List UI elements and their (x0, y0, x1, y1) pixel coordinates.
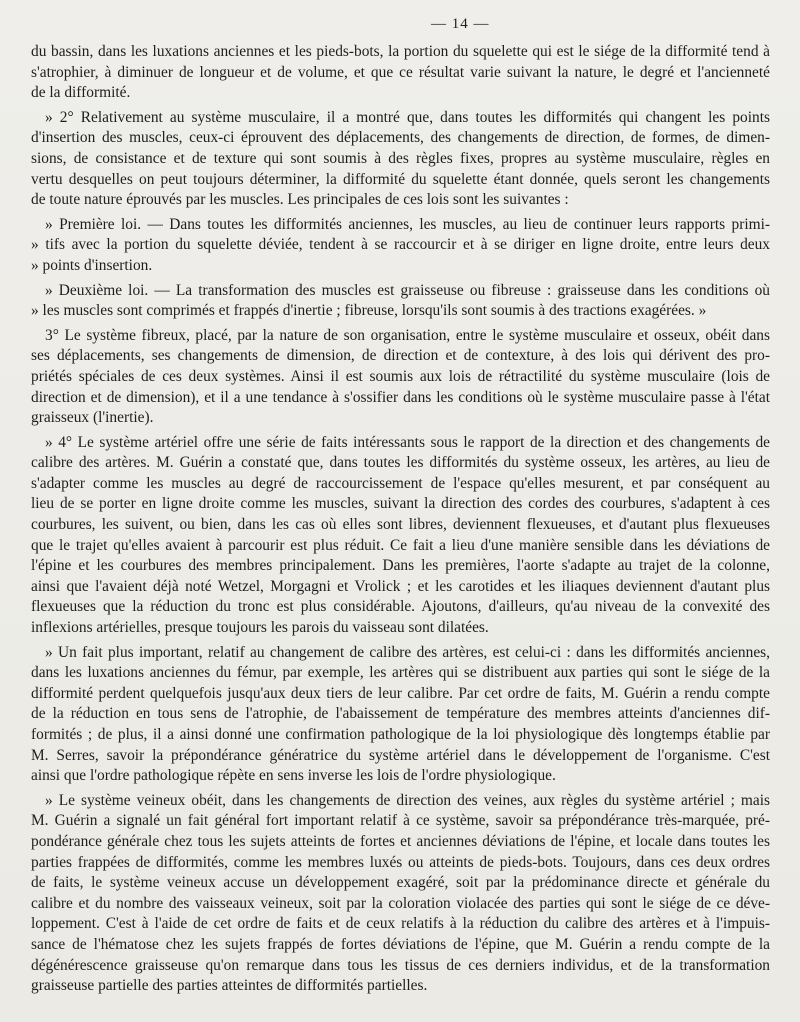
text-line: du bassin, dans les luxations anciennes et les pieds-bots, la portion du squelette qui est le siége de la difformité tend à (31, 43, 770, 60)
paragraph (31, 215, 770, 277)
text-line: de toute nature éprouvés par les muscles. Les principales de ces lois sont les suivantes : (31, 191, 569, 209)
paragraph (31, 643, 770, 787)
paragraph (31, 42, 770, 104)
text-line: graisseuse partielle des parties atteintes de difformités partielles. (31, 977, 428, 995)
text-line: de faits, le système veineux accuse un développement exagéré, soit par la prédominance directe et générale du (31, 874, 770, 892)
text-line: ainsi que l'avaient déjà noté Wetzel, Morgagni et Vrolick ; et les carotides et les iliaques deviennent d'autant plus (31, 577, 770, 595)
text-line: difformité perdent quelquefois jusqu'aux deux tiers de leur calibre. Par cet ordre de faits, M. Guérin a rendu compte (31, 684, 770, 702)
text-line: pondérance générale chez tous les sujets atteints de fortes et anciennes déviations de l'épine, et locale dans toutes les (31, 832, 770, 850)
text-line: parties frappées de difformités, comme les membres luxés ou atteints de pieds-bots. Toujours, dans ces deux ordres (31, 853, 770, 871)
text-line: s'atrophier, à diminuer de longueur et de volume, et que ce résultat varie suivant la nature, le degré et l'ancienneté (31, 63, 770, 81)
text-line: direction et de dimension), et il a une tendance à s'ossifier dans les conditions où le système musculaire passe à l'état (31, 388, 770, 406)
paragraph (31, 108, 770, 211)
text-line: priétés spéciales de ces deux systèmes. Ainsi il est soumis aux lois de rétractilité du système musculaire (lois de (31, 367, 770, 385)
text-line: inflexions artérielles, presque toujours les parois du vaisseau sont dilatées. (31, 619, 489, 637)
text-line: flexueuses que la réduction du tronc est plus considérable. Ajoutons, d'ailleurs, qu'au niveau de la convexité des (31, 598, 770, 616)
paragraph (31, 281, 770, 322)
text-line: sance de l'hématose chez les sujets frappés de fortes déviations de l'épine, que M. Guérin a rendu compte de la (31, 935, 770, 953)
text-line: courbures, les suivent, ou bien, dans les cas où elles sont libres, deviennent flexueuses, et d'autant plus flexueuses (31, 516, 770, 534)
text-line: lieu de se porter en ligne droite comme les muscles, suivant la direction des cordes des courbures, s'adaptent à ces (31, 495, 770, 513)
text-line: dégénérescence graisseuse qu'on remarque dans tous les tissus de ces derniers individus, et de la transformation (31, 956, 770, 974)
text-line: d'insertion des muscles, ceux-ci éprouvent des déplacements, des changements de direction, de formes, de dimen- (31, 129, 770, 147)
paragraph (31, 326, 770, 429)
text-line: » points d'insertion. (31, 256, 153, 274)
text-line: loppement. C'est à l'aide de cet ordre de faits et de ceux relatifs à la réduction du calibre des artères et à l'impuis- (31, 915, 770, 933)
text-line: » Première loi. — Dans toutes les difformités anciennes, les muscles, au lieu de continuer leurs rapports primi- (45, 215, 770, 233)
text-line: de la réduction en tous sens de l'atrophie, de l'abaissement de température des membres atteints d'anciennes dif- (31, 705, 770, 723)
text-line: graisseux (l'inertie). (31, 409, 154, 427)
text-line: » tifs avec la portion du squelette déviée, tendent à se raccourcir et à se diriger en ligne droite, entre leurs deux (31, 236, 770, 254)
text-line: calibre et du nombre des vaisseaux veineux, soit par la coloration violacée des parties qui sont le siége de ce déve- (31, 894, 770, 912)
text-line: ses déplacements, ses changements de dimension, de direction et de contexture, à des lois qui dérivent des pro- (31, 347, 770, 365)
text-line: vertu desquelles on peut toujours déterminer, la difformité du squelette étant donnée, quels seront les changements (31, 170, 770, 188)
text-line: » 4° Le système artériel offre une série de faits intéressants sous le rapport de la direction et des changements de (45, 433, 770, 451)
text-line: dans les luxations anciennes du fémur, par exemple, les artères qui se distribuent aux parties qui sont le siége de la (31, 664, 770, 682)
paragraph (31, 433, 770, 639)
text-line: que le trajet qu'elles avaient à parcourir est plus réduit. Ce fait a lieu d'une manière sensible dans les déviations de (31, 536, 770, 554)
text-line: de la difformité. (31, 84, 131, 102)
text-line: s'adapter comme les muscles au degré de raccourcissement de l'espace qu'elles mesurent, et par conséquent au (31, 474, 770, 492)
paragraph (31, 791, 770, 997)
text-line: sions, de consistance et de texture qui sont soumis à des règles fixes, propres au système musculaire, règles en (31, 149, 770, 167)
text-line: M. Serres, savoir la prépondérance génératrice du système artériel dans le développement de l'organisme. C'est (31, 746, 770, 764)
text-line: formités ; de plus, il a ainsi donné une confirmation pathologique de la loi physiologique dès longtemps établie par (31, 726, 770, 743)
text-line: » les muscles sont comprimés et frappés d'inertie ; fibreuse, lorsqu'ils sont soumis à des tractions exagérées. » (31, 302, 707, 320)
text-line: M. Guérin a signalé un fait général fort important relatif à ce système, savoir sa prépondérance très-marquée, pré- (31, 812, 770, 830)
body-text (31, 42, 770, 997)
text-line: » Le système veineux obéit, dans les changements de direction des veines, aux règles du système artériel ; mais (45, 791, 770, 809)
text-line: » Un fait plus important, relatif au changement de calibre des artères, est celui-ci : dans les difformités anciennes, (45, 643, 770, 661)
text-line: l'épine et les courbures des membres principalement. Dans les premières, l'aorte s'adapte au trajet de la colonne, (31, 557, 770, 575)
page-number: — 14 — (431, 16, 490, 32)
text-line: calibre des artères. M. Guérin a constaté que, dans toutes les difformités du système osseux, les artères, au lieu de (31, 454, 770, 472)
text-line: » Deuxième loi. — La transformation des muscles est graisseuse ou fibreuse : graisseuse dans les conditions où (45, 281, 770, 299)
text-line: » 2° Relativement au système musculaire, il a montré que, dans toutes les difformités qui changent les points (45, 108, 770, 126)
text-line: ainsi que l'ordre pathologique répète en sens inverse les lois de l'ordre physiologique. (31, 767, 556, 785)
text-line: 3° Le système fibreux, placé, par la nature de son organisation, entre le système musculaire et osseux, obéit dans (45, 326, 770, 344)
